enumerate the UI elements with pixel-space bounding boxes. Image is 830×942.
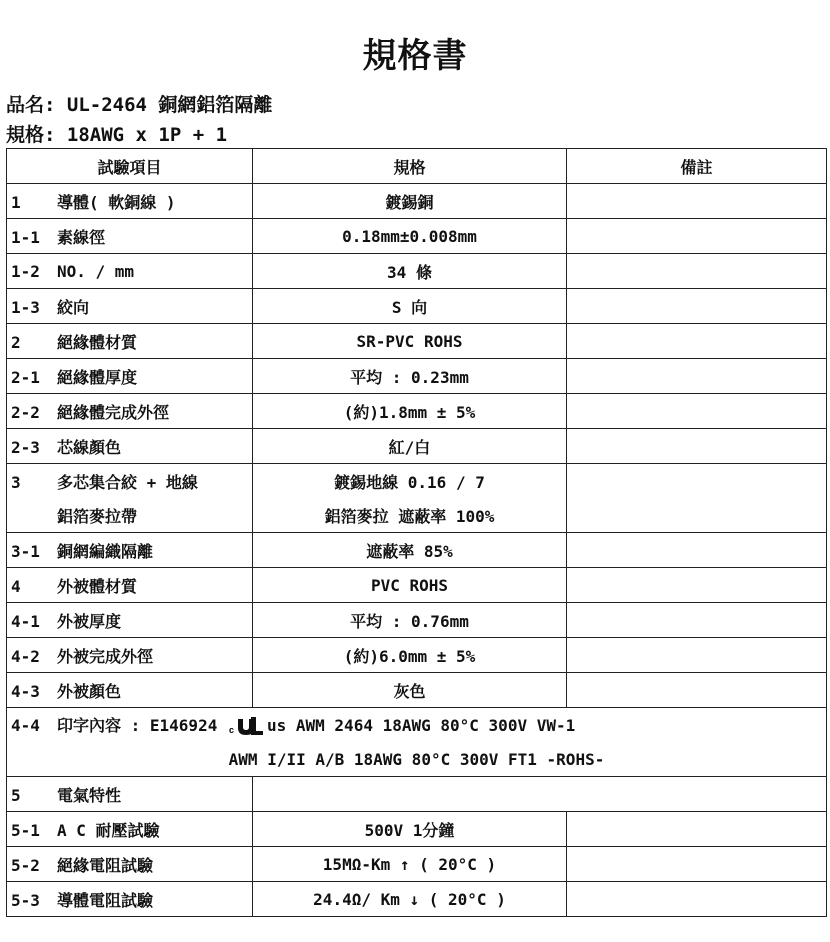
item-cell xyxy=(7,568,253,603)
row-spec: (約)1.8mm ± 5% xyxy=(343,402,476,422)
item-cell xyxy=(7,673,253,708)
row-number: 1-3 xyxy=(11,297,40,317)
row-number: 1-1 xyxy=(11,227,40,247)
row-number: 2-1 xyxy=(11,367,40,387)
row-item: 絕緣電阻試驗 xyxy=(57,855,154,875)
item-cell xyxy=(7,603,253,638)
row-spec: PVC ROHS xyxy=(370,575,449,595)
spec-cell xyxy=(253,324,567,359)
row-number: 2-3 xyxy=(11,437,40,457)
row-item: 外被完成外徑 xyxy=(57,646,154,666)
table-row xyxy=(7,708,827,743)
spec-cell xyxy=(253,882,567,917)
spec-cell xyxy=(253,568,567,603)
remarks-cell xyxy=(567,882,827,917)
remarks-cell xyxy=(567,324,827,359)
remarks-cell xyxy=(567,359,827,394)
remarks-cell xyxy=(567,568,827,603)
table-row xyxy=(7,289,827,324)
item-cell xyxy=(7,812,253,847)
row-spec: 24.4Ω/ Km ↓ ( 20°C ) xyxy=(313,889,506,909)
table-row xyxy=(7,777,827,812)
spec-cell xyxy=(253,359,567,394)
remarks-cell xyxy=(567,464,827,499)
row-number: 2 xyxy=(11,332,21,352)
table-row xyxy=(7,533,827,568)
row-spec: 鋁箔麥拉 遮蔽率 100% xyxy=(324,506,495,526)
table-row xyxy=(7,219,827,254)
remarks-cell xyxy=(567,603,827,638)
row-number: 5-3 xyxy=(11,890,40,910)
spec-cell xyxy=(253,847,567,882)
electrical-item-cell xyxy=(7,777,253,812)
item-cell xyxy=(7,219,253,254)
row-spec: 平均 : 0.23mm xyxy=(350,367,469,387)
table-row xyxy=(7,812,827,847)
header-spec: 規格 xyxy=(253,149,567,184)
row-number: 4-3 xyxy=(11,681,40,701)
row-spec: 平均 : 0.76mm xyxy=(350,611,469,631)
table-header-row xyxy=(7,149,827,184)
row-number: 4-2 xyxy=(11,646,40,666)
row-item: 絕緣體完成外徑 xyxy=(57,402,170,422)
document-title: 規格書 xyxy=(362,36,468,76)
spec-cell xyxy=(253,498,567,533)
remarks-cell xyxy=(567,219,827,254)
table-row xyxy=(7,847,827,882)
table-row xyxy=(7,638,827,673)
spec-table xyxy=(6,148,827,917)
row-number: 4-4 xyxy=(11,715,40,735)
row-item: 外被厚度 xyxy=(57,611,122,631)
remarks-cell xyxy=(567,673,827,708)
row-item: 絞向 xyxy=(57,297,90,317)
header-remarks: 備註 xyxy=(567,149,827,184)
table-row xyxy=(7,673,827,708)
row-item: A C 耐壓試驗 xyxy=(57,820,160,840)
row-spec: 15MΩ-Km ↑ ( 20°C ) xyxy=(322,854,497,874)
row-spec: 0.18mm±0.008mm xyxy=(342,226,477,246)
remarks-cell xyxy=(567,254,827,289)
row-number: 5-2 xyxy=(11,855,40,875)
item-cell xyxy=(7,498,253,533)
spec-cell xyxy=(253,394,567,429)
item-cell xyxy=(7,847,253,882)
row-item: 導體( 軟銅線 ) xyxy=(57,192,176,212)
spec-cell xyxy=(253,289,567,324)
row-number: 2-2 xyxy=(11,402,40,422)
product-name: 品名: UL-2464 銅網鋁箔隔離 xyxy=(6,94,273,116)
row-spec: 34 條 xyxy=(387,262,432,282)
remarks-cell xyxy=(567,289,827,324)
print-line2: AWM I/II A/B 18AWG 80°C 300V FT1 -ROHS- xyxy=(228,749,605,769)
table-row xyxy=(7,324,827,359)
table-row xyxy=(7,394,827,429)
row-item: 絕緣體厚度 xyxy=(57,367,138,387)
header-test-item: 試驗項目 xyxy=(7,149,253,184)
table-row xyxy=(7,429,827,464)
ul-c-letter: c xyxy=(228,725,234,736)
item-cell xyxy=(7,289,253,324)
row-item: 銅網編織隔離 xyxy=(57,541,154,561)
table-row xyxy=(7,184,827,219)
row-spec: S 向 xyxy=(391,297,428,317)
item-cell xyxy=(7,394,253,429)
item-cell xyxy=(7,882,253,917)
electrical-empty-cell xyxy=(253,777,827,812)
row-item: 素線徑 xyxy=(57,227,106,247)
remarks-cell xyxy=(567,847,827,882)
spec-cell xyxy=(253,812,567,847)
item-cell xyxy=(7,324,253,359)
remarks-cell xyxy=(567,533,827,568)
row-item: 多芯集合絞 + 地線 xyxy=(57,472,198,492)
item-cell xyxy=(7,533,253,568)
row-spec: 紅/白 xyxy=(388,437,431,457)
ul-us-text: us xyxy=(266,715,287,735)
remarks-cell xyxy=(567,812,827,847)
row-item: NO. / mm xyxy=(57,261,135,281)
row-number: 3-1 xyxy=(11,541,40,561)
table-row xyxy=(7,603,827,638)
row-spec: 500V 1分鐘 xyxy=(364,820,455,840)
remarks-cell xyxy=(567,429,827,464)
item-cell xyxy=(7,464,253,499)
ul-listing-mark-icon xyxy=(229,715,265,737)
spec-cell xyxy=(253,603,567,638)
item-cell xyxy=(7,359,253,394)
spec-cell xyxy=(253,673,567,708)
row-item: 導體電阻試驗 xyxy=(57,890,154,910)
spec-cell xyxy=(253,219,567,254)
remarks-cell xyxy=(567,184,827,219)
table-row xyxy=(7,359,827,394)
print-line1: AWM 2464 18AWG 80°C 300V VW-1 xyxy=(295,715,576,735)
row-number: 1 xyxy=(11,192,21,212)
remarks-cell xyxy=(567,498,827,533)
item-cell xyxy=(7,254,253,289)
row-item: 芯線顏色 xyxy=(57,437,122,457)
row-number: 5-1 xyxy=(11,820,40,840)
table-row xyxy=(7,742,827,777)
remarks-cell xyxy=(567,638,827,673)
spec-cell xyxy=(253,429,567,464)
print-line2-cell xyxy=(7,742,827,777)
remarks-cell xyxy=(567,394,827,429)
table-row xyxy=(7,882,827,917)
table-row xyxy=(7,498,827,533)
row-number: 3 xyxy=(11,472,21,492)
table-row xyxy=(7,464,827,499)
row-spec: 遮蔽率 85% xyxy=(366,541,453,561)
item-cell xyxy=(7,638,253,673)
row-item: 外被體材質 xyxy=(57,576,138,596)
row-spec: 灰色 xyxy=(393,681,426,701)
spec-cell xyxy=(253,533,567,568)
row-number: 5 xyxy=(11,785,21,805)
row-number: 4-1 xyxy=(11,611,40,631)
print-content-cell xyxy=(7,708,827,743)
table-row xyxy=(7,568,827,603)
row-spec: SR-PVC ROHS xyxy=(356,331,463,351)
spec-cell xyxy=(253,464,567,499)
row-spec: (約)6.0mm ± 5% xyxy=(343,646,476,666)
row-item: 鋁箔麥拉帶 xyxy=(57,506,138,526)
row-item: 絕緣體材質 xyxy=(57,332,138,352)
row-item: 電氣特性 xyxy=(57,785,122,805)
spec-line: 規格: 18AWG x 1P + 1 xyxy=(6,124,228,146)
row-item: 外被顏色 xyxy=(57,681,122,701)
print-label: 印字內容 : E146924 xyxy=(57,715,218,735)
spec-cell xyxy=(253,184,567,219)
row-spec: 鍍錫銅 xyxy=(385,192,434,212)
spec-cell xyxy=(253,638,567,673)
item-cell xyxy=(7,184,253,219)
spec-cell xyxy=(253,254,567,289)
item-cell xyxy=(7,429,253,464)
row-spec: 鍍錫地線 0.16 / 7 xyxy=(334,472,485,492)
table-row xyxy=(7,254,827,289)
row-number: 1-2 xyxy=(11,261,40,281)
row-number: 4 xyxy=(11,576,21,596)
